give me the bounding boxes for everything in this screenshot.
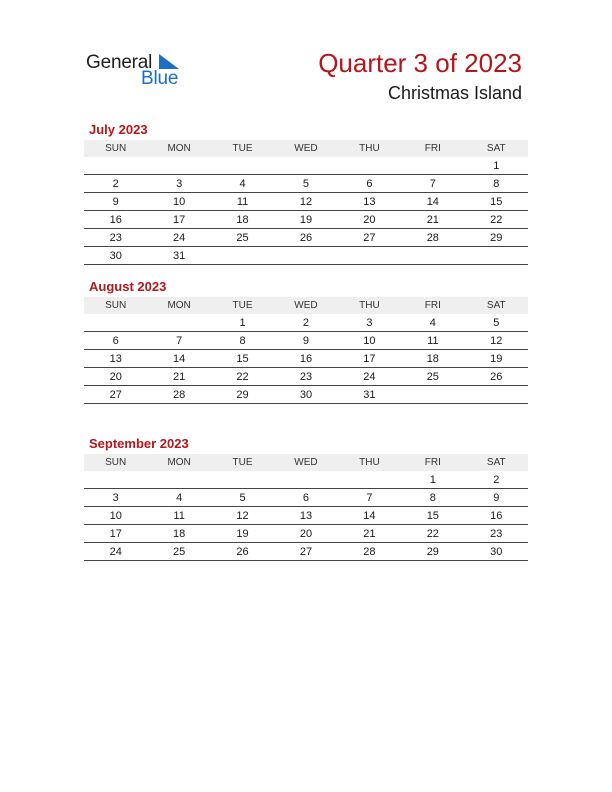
day-cell: 16 bbox=[84, 211, 147, 229]
day-cell: 6 bbox=[274, 489, 337, 507]
day-cell: 21 bbox=[401, 211, 464, 229]
day-cell: 24 bbox=[84, 543, 147, 561]
day-cell bbox=[338, 471, 401, 489]
day-cell: 2 bbox=[274, 314, 337, 332]
weekday-header-row bbox=[84, 454, 528, 471]
day-cell: 9 bbox=[465, 489, 528, 507]
weekday-header: MON bbox=[147, 454, 210, 471]
day-cell: 4 bbox=[147, 489, 210, 507]
day-cell: 18 bbox=[147, 525, 210, 543]
weekday-header: FRI bbox=[401, 140, 464, 157]
day-cell bbox=[338, 247, 401, 265]
weekday-header: MON bbox=[147, 140, 210, 157]
day-cell: 20 bbox=[338, 211, 401, 229]
week-row bbox=[84, 211, 528, 229]
day-cell bbox=[338, 157, 401, 175]
day-cell: 14 bbox=[338, 507, 401, 525]
day-cell bbox=[401, 247, 464, 265]
day-cell: 1 bbox=[401, 471, 464, 489]
day-cell bbox=[465, 247, 528, 265]
day-cell: 19 bbox=[465, 350, 528, 368]
weekday-header: TUE bbox=[211, 297, 274, 314]
day-cell bbox=[211, 157, 274, 175]
day-cell: 29 bbox=[401, 543, 464, 561]
day-cell: 30 bbox=[84, 247, 147, 265]
generalblue-logo bbox=[86, 50, 196, 92]
day-cell: 16 bbox=[465, 507, 528, 525]
day-cell bbox=[401, 157, 464, 175]
day-cell bbox=[274, 247, 337, 265]
day-cell: 11 bbox=[401, 332, 464, 350]
day-cell: 23 bbox=[274, 368, 337, 386]
logo-text-blue: Blue bbox=[141, 68, 179, 89]
day-cell: 1 bbox=[211, 314, 274, 332]
weekday-header: THU bbox=[338, 297, 401, 314]
day-cell: 27 bbox=[338, 229, 401, 247]
day-cell: 10 bbox=[84, 507, 147, 525]
day-cell: 25 bbox=[147, 543, 210, 561]
day-cell: 20 bbox=[274, 525, 337, 543]
day-cell bbox=[147, 157, 210, 175]
day-cell: 27 bbox=[274, 543, 337, 561]
logo-triangle-icon bbox=[159, 54, 179, 69]
month-title: September 2023 bbox=[89, 436, 189, 451]
day-cell: 2 bbox=[84, 175, 147, 193]
weekday-header: SAT bbox=[465, 454, 528, 471]
day-cell: 30 bbox=[274, 386, 337, 404]
day-cell: 4 bbox=[401, 314, 464, 332]
week-row bbox=[84, 332, 528, 350]
week-row bbox=[84, 157, 528, 175]
day-cell: 15 bbox=[401, 507, 464, 525]
day-cell: 31 bbox=[147, 247, 210, 265]
day-cell: 18 bbox=[211, 211, 274, 229]
calendar-grid bbox=[84, 140, 528, 265]
day-cell: 22 bbox=[465, 211, 528, 229]
day-cell bbox=[401, 386, 464, 404]
day-cell: 5 bbox=[211, 489, 274, 507]
month-calendar-september bbox=[84, 436, 528, 561]
day-cell bbox=[84, 471, 147, 489]
day-cell: 7 bbox=[338, 489, 401, 507]
day-cell: 12 bbox=[274, 193, 337, 211]
day-cell: 9 bbox=[84, 193, 147, 211]
page-title: Quarter 3 of 2023 bbox=[318, 48, 522, 78]
day-cell: 18 bbox=[401, 350, 464, 368]
day-cell: 26 bbox=[211, 543, 274, 561]
day-cell: 6 bbox=[84, 332, 147, 350]
day-cell: 25 bbox=[401, 368, 464, 386]
day-cell: 10 bbox=[147, 193, 210, 211]
weekday-header-row bbox=[84, 297, 528, 314]
weekday-header: MON bbox=[147, 297, 210, 314]
day-cell: 16 bbox=[274, 350, 337, 368]
day-cell: 13 bbox=[338, 193, 401, 211]
day-cell: 8 bbox=[465, 175, 528, 193]
day-cell: 29 bbox=[465, 229, 528, 247]
day-cell: 23 bbox=[465, 525, 528, 543]
day-cell: 17 bbox=[84, 525, 147, 543]
day-cell: 12 bbox=[465, 332, 528, 350]
day-cell bbox=[211, 247, 274, 265]
day-cell bbox=[84, 314, 147, 332]
week-row bbox=[84, 350, 528, 368]
day-cell bbox=[147, 314, 210, 332]
day-cell: 6 bbox=[338, 175, 401, 193]
day-cell: 13 bbox=[84, 350, 147, 368]
day-cell: 19 bbox=[274, 211, 337, 229]
day-cell: 8 bbox=[401, 489, 464, 507]
day-cell: 11 bbox=[211, 193, 274, 211]
day-cell: 3 bbox=[84, 489, 147, 507]
day-cell: 17 bbox=[147, 211, 210, 229]
day-cell bbox=[84, 157, 147, 175]
day-cell: 14 bbox=[147, 350, 210, 368]
day-cell: 7 bbox=[401, 175, 464, 193]
weekday-header: WED bbox=[274, 454, 337, 471]
day-cell bbox=[465, 386, 528, 404]
logo-text-general: General bbox=[86, 52, 153, 73]
week-row bbox=[84, 247, 528, 265]
day-cell: 12 bbox=[211, 507, 274, 525]
weekday-header: SAT bbox=[465, 297, 528, 314]
day-cell: 28 bbox=[147, 386, 210, 404]
day-cell: 13 bbox=[274, 507, 337, 525]
weekday-header: SUN bbox=[84, 297, 147, 314]
day-cell: 24 bbox=[338, 368, 401, 386]
weekday-header: TUE bbox=[211, 140, 274, 157]
day-cell: 5 bbox=[465, 314, 528, 332]
day-cell: 17 bbox=[338, 350, 401, 368]
day-cell: 29 bbox=[211, 386, 274, 404]
day-cell: 11 bbox=[147, 507, 210, 525]
day-cell: 15 bbox=[211, 350, 274, 368]
day-cell: 31 bbox=[338, 386, 401, 404]
day-cell: 30 bbox=[465, 543, 528, 561]
day-cell bbox=[274, 157, 337, 175]
day-cell: 23 bbox=[84, 229, 147, 247]
day-cell bbox=[147, 471, 210, 489]
day-cell: 10 bbox=[338, 332, 401, 350]
day-cell: 3 bbox=[147, 175, 210, 193]
weekday-header: SAT bbox=[465, 140, 528, 157]
day-cell: 5 bbox=[274, 175, 337, 193]
weekday-header: WED bbox=[274, 297, 337, 314]
day-cell: 21 bbox=[338, 525, 401, 543]
week-row bbox=[84, 525, 528, 543]
month-title: July 2023 bbox=[89, 122, 148, 137]
week-row bbox=[84, 193, 528, 211]
day-cell: 20 bbox=[84, 368, 147, 386]
day-cell: 19 bbox=[211, 525, 274, 543]
month-calendar-july bbox=[84, 122, 528, 265]
day-cell bbox=[211, 471, 274, 489]
day-cell: 2 bbox=[465, 471, 528, 489]
week-row bbox=[84, 229, 528, 247]
week-row bbox=[84, 489, 528, 507]
day-cell: 26 bbox=[465, 368, 528, 386]
week-row bbox=[84, 507, 528, 525]
day-cell: 3 bbox=[338, 314, 401, 332]
week-row bbox=[84, 314, 528, 332]
day-cell: 8 bbox=[211, 332, 274, 350]
week-row bbox=[84, 368, 528, 386]
day-cell: 22 bbox=[401, 525, 464, 543]
weekday-header: TUE bbox=[211, 454, 274, 471]
day-cell: 15 bbox=[465, 193, 528, 211]
week-row bbox=[84, 471, 528, 489]
weekday-header: SUN bbox=[84, 454, 147, 471]
weekday-header: THU bbox=[338, 454, 401, 471]
day-cell: 1 bbox=[465, 157, 528, 175]
weekday-header: SUN bbox=[84, 140, 147, 157]
month-calendar-august bbox=[84, 279, 528, 404]
day-cell: 21 bbox=[147, 368, 210, 386]
page-subtitle: Christmas Island bbox=[387, 83, 522, 103]
day-cell: 28 bbox=[401, 229, 464, 247]
month-title: August 2023 bbox=[89, 279, 167, 294]
day-cell: 7 bbox=[147, 332, 210, 350]
day-cell bbox=[274, 471, 337, 489]
week-row bbox=[84, 543, 528, 561]
day-cell: 9 bbox=[274, 332, 337, 350]
day-cell: 28 bbox=[338, 543, 401, 561]
day-cell: 26 bbox=[274, 229, 337, 247]
calendar-grid bbox=[84, 297, 528, 404]
day-cell: 22 bbox=[211, 368, 274, 386]
calendar-grid bbox=[84, 454, 528, 561]
week-row bbox=[84, 386, 528, 404]
weekday-header: WED bbox=[274, 140, 337, 157]
day-cell: 25 bbox=[211, 229, 274, 247]
weekday-header-row bbox=[84, 140, 528, 157]
day-cell: 14 bbox=[401, 193, 464, 211]
weekday-header: FRI bbox=[401, 297, 464, 314]
day-cell: 4 bbox=[211, 175, 274, 193]
weekday-header: THU bbox=[338, 140, 401, 157]
day-cell: 24 bbox=[147, 229, 210, 247]
week-row bbox=[84, 175, 528, 193]
day-cell: 27 bbox=[84, 386, 147, 404]
weekday-header: FRI bbox=[401, 454, 464, 471]
